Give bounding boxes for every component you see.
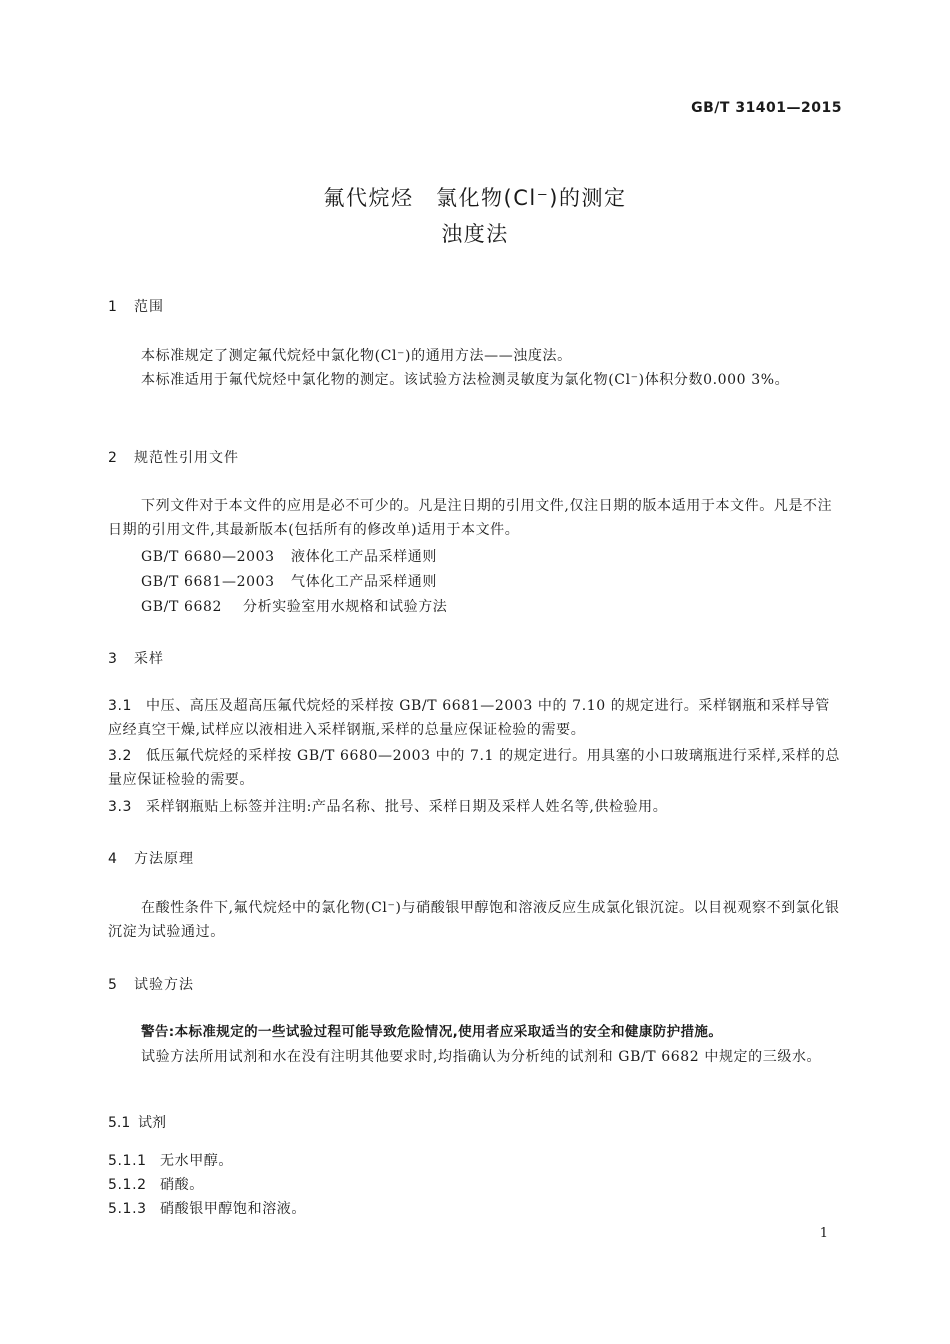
section-number: 2	[108, 450, 118, 466]
section-5-paragraph-1: 试验方法所用试剂和水在没有注明其他要求时,均指确认为分析纯的试剂和 GB/T 6682 中规定的三级水。	[141, 1049, 822, 1065]
section-3-heading	[108, 648, 164, 668]
subsection-title: 试剂	[138, 1115, 166, 1131]
section-number: 5	[108, 977, 118, 993]
clause-3-3	[108, 795, 843, 819]
reference-item	[141, 596, 447, 616]
clause-number: 3.3	[108, 799, 133, 815]
section-4-heading	[108, 848, 194, 868]
section-number: 1	[108, 299, 118, 315]
section-title: 范围	[134, 299, 164, 315]
document-title: 氟代烷烃 氯化物(Cl⁻)的测定	[323, 186, 627, 210]
subsection-number: 5.1	[108, 1115, 131, 1131]
reference-code: GB/T 6680—2003	[141, 549, 275, 565]
reference-code: GB/T 6682	[141, 599, 223, 615]
reference-item	[141, 546, 437, 566]
page-number: 1	[819, 1226, 828, 1241]
reagent-item	[108, 1150, 233, 1170]
reagent-text: 硝酸银甲醇饱和溶液。	[160, 1201, 306, 1217]
reagent-text: 无水甲醇。	[160, 1153, 233, 1169]
reagent-number: 5.1.2	[108, 1177, 147, 1193]
reference-name: 气体化工产品采样通则	[291, 574, 437, 590]
clause-number: 3.1	[108, 698, 133, 714]
reference-name: 分析实验室用水规格和试验方法	[243, 599, 448, 615]
reagent-number: 5.1.1	[108, 1153, 147, 1169]
subsection-5-1-heading	[108, 1112, 166, 1132]
safety-warning: 警告:本标准规定的一些试验过程可能导致危险情况,使用者应采取适当的安全和健康防护措施。	[141, 1024, 723, 1040]
document-subtitle: 浊度法	[441, 222, 509, 246]
reagent-text: 硝酸。	[160, 1177, 204, 1193]
section-5-heading	[108, 974, 194, 994]
section-number: 3	[108, 651, 118, 667]
section-1-paragraph-1: 本标准规定了测定氟代烷烃中氯化物(Cl⁻)的通用方法——浊度法。	[141, 348, 572, 364]
clause-text: 中压、高压及超高压氟代烷烃的采样按 GB/T 6681—2003 中的 7.10 的规定进行。采样钢瓶和采样导管应经真空干燥,试样应以液相进入采样钢瓶,采样的总量应保证检验的需要。	[108, 698, 830, 738]
reagent-item	[108, 1198, 306, 1218]
section-4-paragraph-1: 在酸性条件下,氟代烷烃中的氯化物(Cl⁻)与硝酸银甲醇饱和溶液反应生成氯化银沉淀。以目视观察不到氯化银沉淀为试验通过。	[108, 900, 840, 940]
section-number: 4	[108, 851, 118, 867]
section-2-heading	[108, 447, 239, 467]
clause-text: 低压氟代烷烃的采样按 GB/T 6680—2003 中的 7.1 的规定进行。用具塞的小口玻璃瓶进行采样,采样的总量应保证检验的需要。	[108, 748, 840, 788]
clause-text: 采样钢瓶贴上标签并注明:产品名称、批号、采样日期及采样人姓名等,供检验用。	[146, 799, 668, 815]
clause-3-1	[108, 694, 843, 742]
reference-item	[141, 571, 437, 591]
reagent-number: 5.1.3	[108, 1201, 147, 1217]
section-title: 采样	[134, 651, 164, 667]
reagent-item	[108, 1174, 204, 1194]
section-2-paragraph-1: 下列文件对于本文件的应用是必不可少的。凡是注日期的引用文件,仅注日期的版本适用于本文件。凡是不注日期的引用文件,其最新版本(包括所有的修改单)适用于本文件。	[108, 498, 833, 538]
section-1-heading	[108, 296, 164, 316]
section-1-paragraph-2: 本标准适用于氟代烷烃中氯化物的测定。该试验方法检测灵敏度为氯化物(Cl⁻)体积分数0.000 3%。	[141, 372, 790, 388]
clause-number: 3.2	[108, 748, 133, 764]
standard-code: GB/T 31401—2015	[691, 100, 842, 116]
section-title: 试验方法	[134, 977, 194, 993]
section-title: 方法原理	[134, 851, 194, 867]
reference-name: 液体化工产品采样通则	[291, 549, 437, 565]
section-title: 规范性引用文件	[134, 450, 239, 466]
reference-code: GB/T 6681—2003	[141, 574, 275, 590]
clause-3-2	[108, 744, 843, 792]
